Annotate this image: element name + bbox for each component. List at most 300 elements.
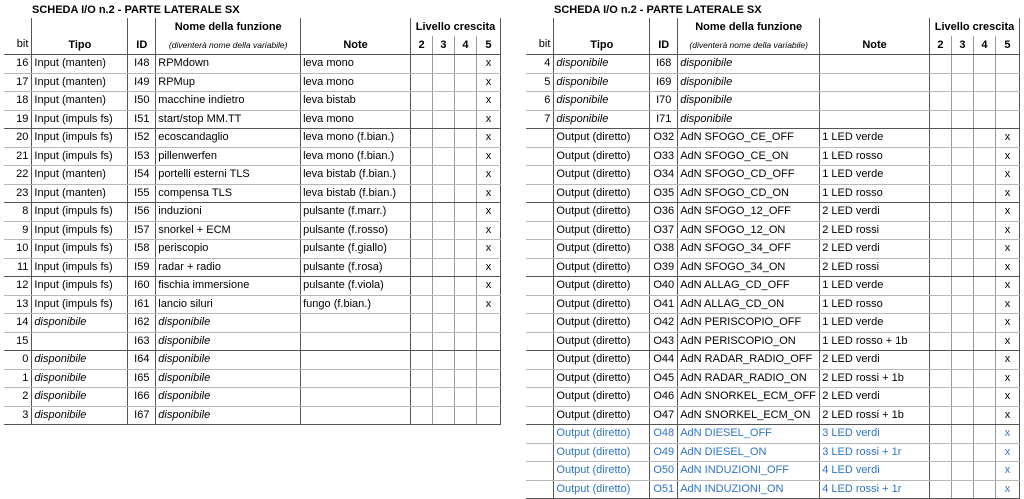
header-tipo: Tipo <box>554 36 650 55</box>
level-2-cell <box>411 147 433 166</box>
level-2-cell <box>411 55 433 74</box>
level-5-cell: x <box>995 203 1019 222</box>
table-row <box>4 351 501 370</box>
table-row <box>526 129 1020 148</box>
tipo-cell: Input (impuls fs) <box>32 203 128 222</box>
id-cell: I54 <box>128 166 156 185</box>
level-4-cell <box>973 462 995 481</box>
note-cell: leva mono (f.bian.) <box>301 147 411 166</box>
header-level-2: 2 <box>930 36 952 55</box>
level-3-cell <box>433 92 455 111</box>
level-5-cell: x <box>476 184 500 203</box>
level-4-cell <box>454 351 476 370</box>
level-4-cell <box>454 92 476 111</box>
bit-cell <box>526 203 554 222</box>
level-3-cell <box>433 258 455 277</box>
level-3-cell <box>951 425 973 444</box>
level-5-cell <box>995 110 1019 129</box>
id-cell: O47 <box>650 406 678 425</box>
level-4-cell <box>973 92 995 111</box>
header-nome-sub: (diventerà nome della variabile) <box>678 36 820 55</box>
level-3-cell <box>433 110 455 129</box>
nome-cell: RPMdown <box>156 55 301 74</box>
bit-cell: 19 <box>4 110 32 129</box>
level-4-cell <box>454 73 476 92</box>
nome-cell: snorkel + ECM <box>156 221 301 240</box>
level-5-cell: x <box>995 480 1019 499</box>
panel-title: SCHEDA I/O n.2 - PARTE LATERALE SX <box>32 4 240 16</box>
bit-cell <box>526 425 554 444</box>
note-cell: leva mono <box>301 110 411 129</box>
bit-cell: 8 <box>4 203 32 222</box>
note-cell <box>301 314 411 333</box>
level-5-cell: x <box>995 184 1019 203</box>
bit-cell: 13 <box>4 295 32 314</box>
level-5-cell: x <box>476 110 500 129</box>
id-cell: I49 <box>128 73 156 92</box>
id-cell: O45 <box>650 369 678 388</box>
level-2-cell <box>411 240 433 259</box>
tipo-cell: Output (diretto) <box>554 369 650 388</box>
tipo-cell: Output (diretto) <box>554 203 650 222</box>
table-row <box>526 388 1020 407</box>
table-row <box>526 147 1020 166</box>
bit-cell: 5 <box>526 73 554 92</box>
note-cell: 1 LED rosso <box>820 295 930 314</box>
level-3-cell <box>433 184 455 203</box>
table-row <box>526 443 1020 462</box>
level-3-cell <box>951 369 973 388</box>
note-cell: 1 LED rosso <box>820 147 930 166</box>
tipo-cell: Output (diretto) <box>554 314 650 333</box>
level-2-cell <box>930 388 952 407</box>
level-2-cell <box>411 351 433 370</box>
nome-cell: periscopio <box>156 240 301 259</box>
level-2-cell <box>411 369 433 388</box>
table-row <box>4 55 501 74</box>
bit-cell: 0 <box>4 351 32 370</box>
header-level-3: 3 <box>951 36 973 55</box>
tipo-cell: Input (impuls fs) <box>32 295 128 314</box>
level-3-cell <box>951 221 973 240</box>
header-blank <box>526 18 554 36</box>
nome-cell: disponibile <box>156 314 301 333</box>
table-row <box>4 240 501 259</box>
table-row <box>4 110 501 129</box>
header-nome: Nome della funzione <box>678 18 820 36</box>
header-level-4: 4 <box>973 36 995 55</box>
header-row <box>4 18 501 36</box>
level-2-cell <box>930 147 952 166</box>
level-2-cell <box>930 295 952 314</box>
note-cell: leva mono <box>301 55 411 74</box>
tipo-cell: Output (diretto) <box>554 388 650 407</box>
bit-cell: 1 <box>4 369 32 388</box>
level-2-cell <box>411 184 433 203</box>
tipo-cell: Output (diretto) <box>554 147 650 166</box>
id-cell: I71 <box>650 110 678 129</box>
tipo-cell: Input (manten) <box>32 184 128 203</box>
nome-cell: induzioni <box>156 203 301 222</box>
level-3-cell <box>433 240 455 259</box>
id-cell: O43 <box>650 332 678 351</box>
bit-cell: 18 <box>4 92 32 111</box>
bit-cell <box>526 369 554 388</box>
table-row <box>526 55 1020 74</box>
level-2-cell <box>411 92 433 111</box>
level-4-cell <box>454 129 476 148</box>
header-id: ID <box>650 36 678 55</box>
bit-cell: 23 <box>4 184 32 203</box>
level-4-cell <box>973 480 995 499</box>
level-2-cell <box>411 388 433 407</box>
level-3-cell <box>951 129 973 148</box>
id-cell: O50 <box>650 462 678 481</box>
level-5-cell: x <box>995 369 1019 388</box>
level-2-cell <box>930 332 952 351</box>
table-row <box>4 203 501 222</box>
level-2-cell <box>411 295 433 314</box>
id-cell: I69 <box>650 73 678 92</box>
note-cell <box>820 55 930 74</box>
header-bit: bit <box>4 36 32 55</box>
tipo-cell: disponibile <box>32 388 128 407</box>
header-tipo: Tipo <box>32 36 128 55</box>
level-4-cell <box>973 73 995 92</box>
level-2-cell <box>411 406 433 425</box>
id-cell: I62 <box>128 314 156 333</box>
level-4-cell <box>973 147 995 166</box>
bit-cell <box>526 443 554 462</box>
id-cell: I48 <box>128 55 156 74</box>
header-level-2: 2 <box>411 36 433 55</box>
note-cell: 2 LED rossi <box>820 258 930 277</box>
header-livello: Livello crescita <box>411 18 501 36</box>
note-cell: 1 LED verde <box>820 166 930 185</box>
note-cell: 2 LED rossi <box>820 221 930 240</box>
nome-cell: disponibile <box>156 332 301 351</box>
nome-cell: AdN SFOGO_CD_OFF <box>678 166 820 185</box>
bit-cell: 2 <box>4 388 32 407</box>
header-id: ID <box>128 36 156 55</box>
level-3-cell <box>951 55 973 74</box>
id-cell: O41 <box>650 295 678 314</box>
level-2-cell <box>411 73 433 92</box>
level-3-cell <box>433 129 455 148</box>
tipo-cell: Input (manten) <box>32 92 128 111</box>
id-cell: I55 <box>128 184 156 203</box>
bit-cell <box>526 388 554 407</box>
tipo-cell: disponibile <box>554 92 650 111</box>
level-5-cell: x <box>476 203 500 222</box>
level-2-cell <box>411 129 433 148</box>
nome-cell: AdN DIESEL_ON <box>678 443 820 462</box>
level-2-cell <box>930 129 952 148</box>
table-row <box>4 332 501 351</box>
level-3-cell <box>433 406 455 425</box>
level-5-cell: x <box>995 406 1019 425</box>
level-4-cell <box>973 388 995 407</box>
id-cell: I52 <box>128 129 156 148</box>
tipo-cell: disponibile <box>554 55 650 74</box>
level-2-cell <box>411 314 433 333</box>
note-cell: leva mono <box>301 73 411 92</box>
level-2-cell <box>930 221 952 240</box>
level-3-cell <box>433 314 455 333</box>
bit-cell: 12 <box>4 277 32 296</box>
bit-cell <box>526 314 554 333</box>
header-note: Note <box>301 36 411 55</box>
level-4-cell <box>454 332 476 351</box>
panel-title: SCHEDA I/O n.2 - PARTE LATERALE SX <box>554 4 762 16</box>
bit-cell <box>526 406 554 425</box>
level-4-cell <box>454 203 476 222</box>
tipo-cell: disponibile <box>32 369 128 388</box>
note-cell: 3 LED verdi <box>820 425 930 444</box>
nome-cell: AdN RADAR_RADIO_OFF <box>678 351 820 370</box>
bit-cell <box>526 480 554 499</box>
level-3-cell <box>951 480 973 499</box>
level-5-cell: x <box>476 221 500 240</box>
level-5-cell: x <box>995 388 1019 407</box>
level-3-cell <box>951 92 973 111</box>
table-row <box>526 295 1020 314</box>
id-cell: I67 <box>128 406 156 425</box>
level-4-cell <box>973 110 995 129</box>
level-5-cell: x <box>995 240 1019 259</box>
level-4-cell <box>973 55 995 74</box>
bit-cell: 16 <box>4 55 32 74</box>
level-3-cell <box>951 277 973 296</box>
table-row <box>526 369 1020 388</box>
header-blank <box>4 18 32 36</box>
header-level-5: 5 <box>476 36 500 55</box>
level-4-cell <box>454 221 476 240</box>
level-2-cell <box>930 369 952 388</box>
level-5-cell: x <box>476 92 500 111</box>
level-2-cell <box>930 184 952 203</box>
tipo-cell: disponibile <box>554 73 650 92</box>
header-level-3: 3 <box>433 36 455 55</box>
tipo-cell: Output (diretto) <box>554 295 650 314</box>
nome-cell: AdN ALLAG_CD_ON <box>678 295 820 314</box>
tipo-cell: Input (impuls fs) <box>32 129 128 148</box>
id-cell: I61 <box>128 295 156 314</box>
header-nome-sub: (diventerà nome della variabile) <box>156 36 301 55</box>
bit-cell: 11 <box>4 258 32 277</box>
bit-cell: 17 <box>4 73 32 92</box>
level-5-cell <box>476 314 500 333</box>
table-row <box>4 388 501 407</box>
level-4-cell <box>973 166 995 185</box>
level-4-cell <box>973 425 995 444</box>
nome-cell: AdN SFOGO_34_OFF <box>678 240 820 259</box>
nome-cell: AdN SNORKEL_ECM_ON <box>678 406 820 425</box>
tipo-cell: Output (diretto) <box>554 480 650 499</box>
note-cell: 3 LED rossi + 1r <box>820 443 930 462</box>
level-3-cell <box>433 73 455 92</box>
level-5-cell: x <box>995 351 1019 370</box>
note-cell <box>820 73 930 92</box>
tipo-cell: Output (diretto) <box>554 184 650 203</box>
header-nome: Nome della funzione <box>156 18 301 36</box>
level-2-cell <box>930 277 952 296</box>
level-4-cell <box>454 388 476 407</box>
bit-cell <box>526 258 554 277</box>
id-cell: I64 <box>128 351 156 370</box>
level-3-cell <box>951 73 973 92</box>
bit-cell: 10 <box>4 240 32 259</box>
bit-cell: 6 <box>526 92 554 111</box>
table-row <box>4 406 501 425</box>
level-5-cell: x <box>476 55 500 74</box>
nome-cell: disponibile <box>156 406 301 425</box>
nome-cell: pillenwerfen <box>156 147 301 166</box>
level-2-cell <box>930 406 952 425</box>
tipo-cell: disponibile <box>32 406 128 425</box>
nome-cell: start/stop MM.TT <box>156 110 301 129</box>
note-cell: pulsante (f.viola) <box>301 277 411 296</box>
bit-cell: 20 <box>4 129 32 148</box>
level-5-cell: x <box>995 258 1019 277</box>
level-4-cell <box>454 406 476 425</box>
level-3-cell <box>951 443 973 462</box>
id-cell: O35 <box>650 184 678 203</box>
tipo-cell: Input (impuls fs) <box>32 110 128 129</box>
tipo-cell: Input (impuls fs) <box>32 221 128 240</box>
nome-cell: RPMup <box>156 73 301 92</box>
level-5-cell: x <box>995 129 1019 148</box>
header-blank <box>32 18 128 36</box>
bit-cell <box>526 184 554 203</box>
level-5-cell <box>476 351 500 370</box>
note-cell: 2 LED verdi <box>820 240 930 259</box>
table-row <box>526 240 1020 259</box>
nome-cell: lancio siluri <box>156 295 301 314</box>
nome-cell: disponibile <box>678 55 820 74</box>
level-5-cell: x <box>995 166 1019 185</box>
nome-cell: AdN INDUZIONI_OFF <box>678 462 820 481</box>
level-2-cell <box>930 258 952 277</box>
tipo-cell: Input (impuls fs) <box>32 277 128 296</box>
level-5-cell: x <box>476 295 500 314</box>
bit-cell: 15 <box>4 332 32 351</box>
tipo-cell <box>32 332 128 351</box>
tipo-cell: disponibile <box>32 314 128 333</box>
header-blank <box>128 18 156 36</box>
level-5-cell: x <box>995 147 1019 166</box>
note-cell: 2 LED rossi + 1b <box>820 406 930 425</box>
level-4-cell <box>973 129 995 148</box>
level-4-cell <box>454 166 476 185</box>
nome-cell: AdN SFOGO_CD_ON <box>678 184 820 203</box>
level-2-cell <box>411 221 433 240</box>
nome-cell: AdN SFOGO_12_ON <box>678 221 820 240</box>
id-cell: I60 <box>128 277 156 296</box>
table-row <box>526 258 1020 277</box>
tipo-cell: Input (manten) <box>32 73 128 92</box>
table-row <box>4 129 501 148</box>
bit-cell <box>526 332 554 351</box>
table-row <box>526 480 1020 499</box>
level-5-cell: x <box>476 277 500 296</box>
level-2-cell <box>930 203 952 222</box>
level-4-cell <box>973 406 995 425</box>
level-4-cell <box>973 184 995 203</box>
table-row <box>4 184 501 203</box>
id-cell: I66 <box>128 388 156 407</box>
nome-cell: AdN ALLAG_CD_OFF <box>678 277 820 296</box>
id-cell: O37 <box>650 221 678 240</box>
nome-cell: disponibile <box>156 369 301 388</box>
level-4-cell <box>454 147 476 166</box>
level-4-cell <box>973 295 995 314</box>
level-3-cell <box>951 184 973 203</box>
bit-cell <box>526 351 554 370</box>
note-cell: pulsante (f.giallo) <box>301 240 411 259</box>
note-cell: leva bistab (f.bian.) <box>301 184 411 203</box>
id-cell: I65 <box>128 369 156 388</box>
table-row <box>4 258 501 277</box>
nome-cell: AdN PERISCOPIO_ON <box>678 332 820 351</box>
table-row <box>526 221 1020 240</box>
id-cell: O42 <box>650 314 678 333</box>
note-cell: 1 LED verde <box>820 314 930 333</box>
note-cell: leva bistab (f.bian.) <box>301 166 411 185</box>
level-4-cell <box>454 314 476 333</box>
level-2-cell <box>930 480 952 499</box>
note-cell: 1 LED verde <box>820 129 930 148</box>
level-2-cell <box>930 443 952 462</box>
note-cell: 2 LED verdi <box>820 388 930 407</box>
bit-cell <box>526 295 554 314</box>
note-cell <box>820 92 930 111</box>
note-cell: pulsante (f.rosso) <box>301 221 411 240</box>
level-3-cell <box>433 369 455 388</box>
table-row <box>526 92 1020 111</box>
level-3-cell <box>433 277 455 296</box>
header-livello: Livello crescita <box>930 18 1020 36</box>
nome-cell: disponibile <box>678 73 820 92</box>
nome-cell: macchine indietro <box>156 92 301 111</box>
table-row <box>4 221 501 240</box>
id-cell: O44 <box>650 351 678 370</box>
id-cell: I50 <box>128 92 156 111</box>
level-5-cell: x <box>995 332 1019 351</box>
level-5-cell: x <box>995 277 1019 296</box>
level-5-cell: x <box>995 462 1019 481</box>
level-3-cell <box>951 110 973 129</box>
level-4-cell <box>973 221 995 240</box>
id-cell: O33 <box>650 147 678 166</box>
table-row <box>526 425 1020 444</box>
tipo-cell: Input (impuls fs) <box>32 240 128 259</box>
level-5-cell <box>476 369 500 388</box>
level-3-cell <box>433 55 455 74</box>
id-cell: I57 <box>128 221 156 240</box>
level-4-cell <box>973 351 995 370</box>
level-4-cell <box>973 258 995 277</box>
level-2-cell <box>411 277 433 296</box>
level-2-cell <box>930 73 952 92</box>
tipo-cell: Output (diretto) <box>554 443 650 462</box>
level-5-cell: x <box>476 258 500 277</box>
note-cell <box>301 406 411 425</box>
id-cell: I53 <box>128 147 156 166</box>
id-cell: I56 <box>128 203 156 222</box>
nome-cell: AdN SFOGO_12_OFF <box>678 203 820 222</box>
table-row <box>4 92 501 111</box>
